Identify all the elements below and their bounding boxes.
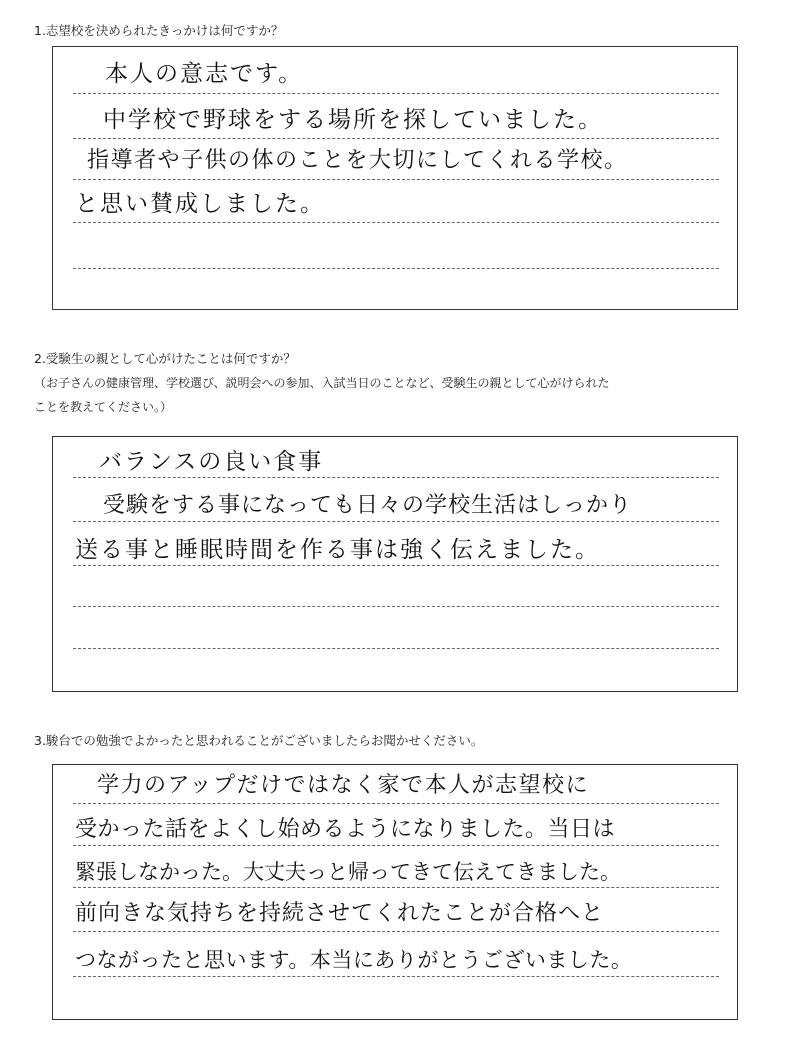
- answer-rule: [73, 93, 719, 94]
- answer-rule: [73, 565, 719, 566]
- question-1: 1.志望校を決められたきっかけは何ですか？: [34, 23, 284, 38]
- answer-rule: [73, 606, 719, 607]
- answer-line: 学力のアップだけではなく家で本人が志望校に: [97, 773, 589, 798]
- answer-line: 本人の意志です。: [105, 61, 304, 87]
- answer-rule: [73, 803, 719, 804]
- answer-rule: [73, 222, 719, 223]
- question-2-note: ことを教えてください。）: [34, 400, 173, 414]
- answer-box-2: [52, 436, 738, 692]
- answer-line: 受かった話をよくし始めるようになりました。当日は: [75, 817, 616, 842]
- answer-line: 中学校で野球をする場所を探していました。: [103, 107, 603, 133]
- answer-line: と思い賛成しました。: [75, 191, 325, 217]
- answer-rule: [73, 648, 719, 649]
- answer-rule: [73, 477, 719, 478]
- answer-line: 緊張しなかった。大丈夫っと帰ってきて伝えてきました。: [75, 860, 621, 884]
- answer-rule: [73, 931, 719, 932]
- question-2: 2.受験生の親として心がけたことは何ですか？: [34, 351, 296, 366]
- answer-rule: [73, 845, 719, 846]
- answer-line: バランスの良い食事: [99, 449, 324, 475]
- answer-line: 前向きな気持ちを持続させてくれたことが合格へと: [75, 901, 605, 926]
- answer-rule: [73, 179, 719, 180]
- question-3: 3.駿台での勉強でよかったと思われることがございましたらお聞かせください。: [34, 733, 484, 748]
- answer-line: 送る事と睡眠時間を作る事は強く伝えました。: [75, 537, 600, 563]
- answer-rule: [73, 976, 719, 977]
- question-2-note: （お子さんの健康管理、学校選び、説明会への参加、入試当日のことなど、受験生の親として心がけられた: [34, 376, 610, 390]
- answer-line: 指導者や子供の体のことを大切にしてくれる学校。: [87, 148, 628, 173]
- answer-line: 受験をする事になっても日々の学校生活はしっかり: [103, 493, 633, 518]
- answer-rule: [73, 887, 719, 888]
- answer-box-3: [52, 764, 738, 1020]
- answer-rule: [73, 521, 719, 522]
- answer-rule: [73, 138, 719, 139]
- answer-line: つながったと思います。本当にありがとうございました。: [75, 948, 633, 972]
- answer-box-1: [52, 46, 738, 310]
- answer-rule: [73, 268, 719, 269]
